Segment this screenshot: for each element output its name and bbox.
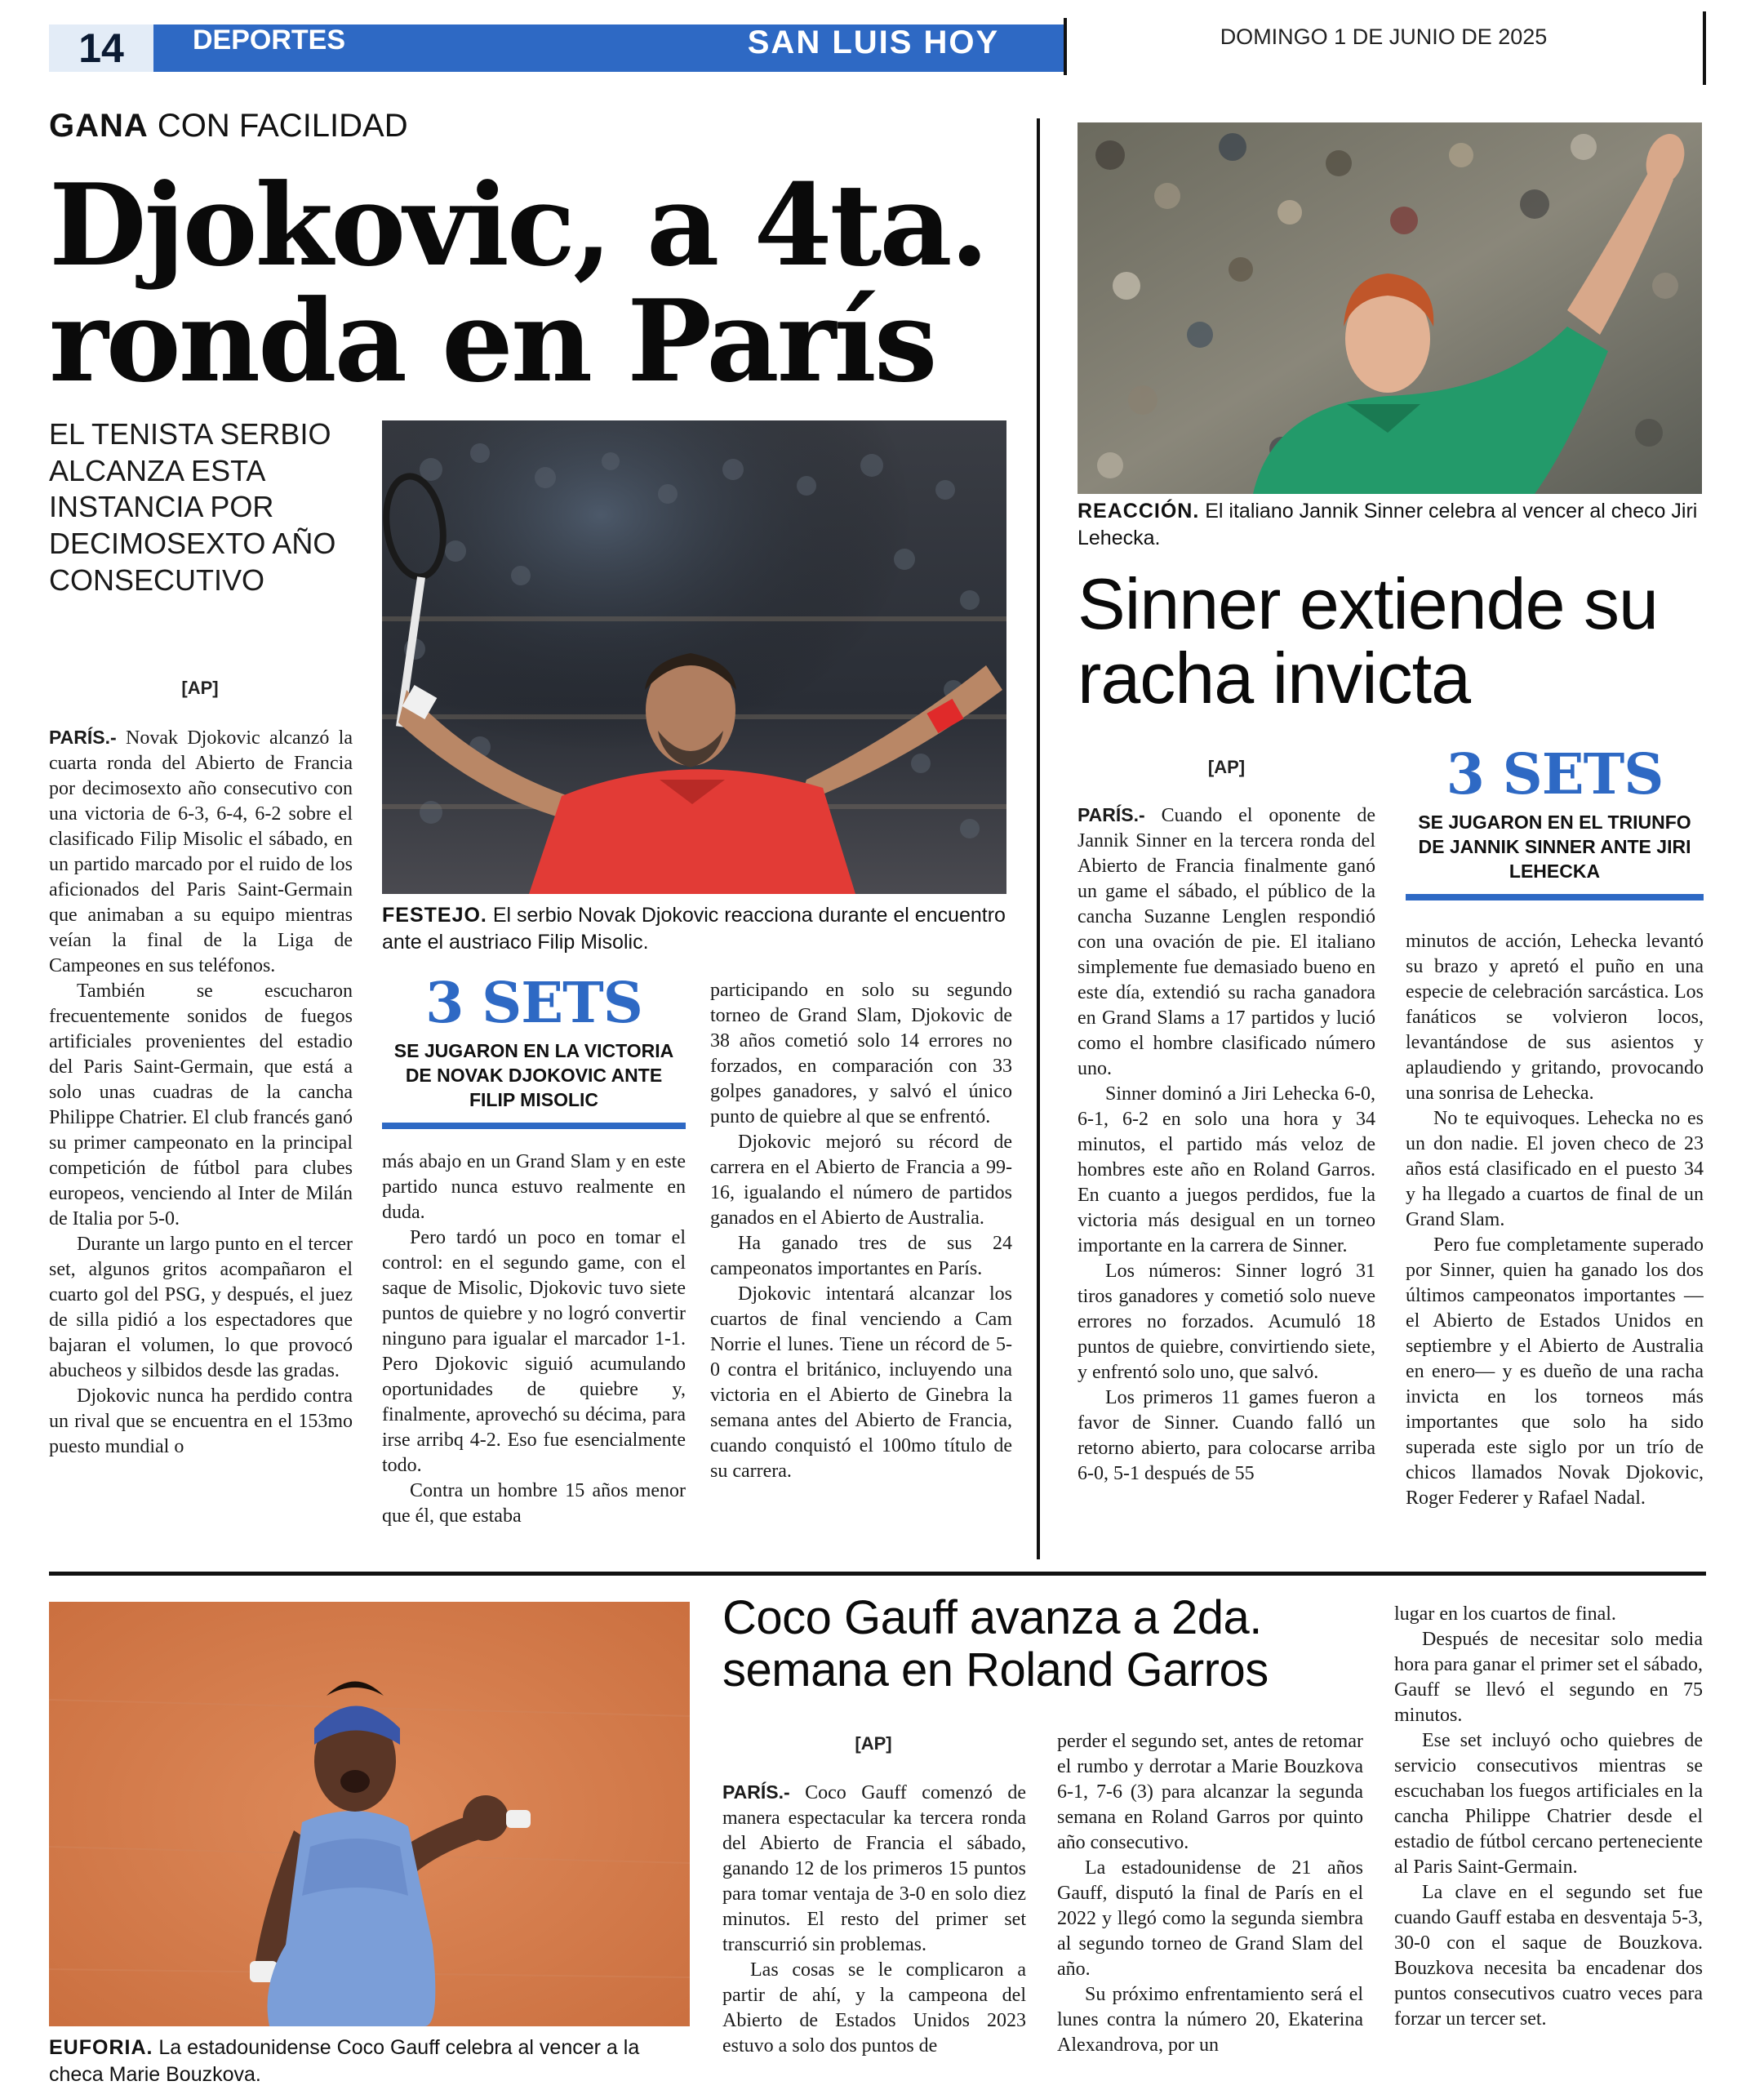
paragraph: Las cosas se le complicaron a partir de ahí, y la campeona del Abierto de Estados Unidos 2023 estuvo a solo dos puntos de xyxy=(722,1959,1026,2057)
paragraph: También se escucharon frecuentemente sonidos de fuegos artificiales provenientes del estadio del Paris Saint-Germain, que está a solo unas cuadras de la cancha Philippe Chatrier. El club francés ganó su primer campeonato en la principal competición de fútbol para clubes europeos, venciendo al Inter de Milán de Italia por 5-0. xyxy=(49,981,353,1230)
stat-number: 3 SETS xyxy=(425,971,642,1036)
sinner-stat-box xyxy=(1406,742,1704,900)
gauff-caption xyxy=(49,2034,694,2088)
kicker-bold: GANA xyxy=(49,108,149,144)
paragraph: Coco Gauff comenzó de manera espectacular ka tercera ronda del Abierto de Francia el sábado, ganando 12 de los primeros 15 puntos para tomar ventaja de 3-0 en solo diez minutos. El resto del primer set transcurrió sin problemas. xyxy=(722,1782,1026,1955)
byline-gauff: [AP] xyxy=(855,1733,892,1754)
paragraph: Ese set incluyó ocho quiebres de servicio consecutivos mientras se escuchaban los fuegos artificiales en la cancha Philippe Chatrier desde el estadio de fútbol cercano perteneciente al Paris Saint-Germain. xyxy=(1394,1730,1703,1878)
djokovic-column-3 xyxy=(710,978,1012,1562)
caption-label: REACCIÓN. xyxy=(1078,500,1200,522)
caption-label: EUFORIA. xyxy=(49,2036,153,2059)
sinner-caption xyxy=(1078,498,1706,551)
sinner-column-1 xyxy=(1078,803,1375,1562)
gauff-column-2 xyxy=(1057,1729,1363,2082)
sinner-photo xyxy=(1078,122,1702,494)
stat-bar xyxy=(382,1123,686,1129)
paragraph: lugar en los cuartos de final. xyxy=(1394,1603,1616,1625)
headline-djokovic: Djokovic, a 4ta. ronda en París xyxy=(49,158,987,408)
issue-date: DOMINGO 1 DE JUNIO DE 2025 xyxy=(1220,24,1548,49)
paragraph: Novak Djokovic alcanzó la cuarta ronda del Abierto de Francia por decimosexto año consecutivo con una victoria de 6-3, 6-4, 6-2 sobre el clasificado Filip Misolic el sábado, en un partido marcado por el ruido de los aficionados del Paris Saint-Germain que animaban a su equipo mientras veían la final de la Liga de Campeones en sus teléfonos. xyxy=(49,727,353,976)
header-divider-end xyxy=(1703,11,1706,85)
paragraph: Contra un hombre 15 años menor que él, que estaba xyxy=(382,1480,686,1527)
paragraph: Durante un largo punto en el tercer set, algunos gritos acompañaron el cuarto gol del PSG, y después, el juez de silla pidió a los espectadores que bajaran el volumen, lo que provocó abucheos y silbidos desde las gradas. xyxy=(49,1234,353,1381)
stat-bar xyxy=(1406,894,1704,900)
paragraph: Pero fue completamente superado por Sinner, quien ha ganado los dos últimos campeonatos importantes —el Abierto de Estados Unidos en septiembre y el Abierto de Australia en enero— y es dueño de una racha invicta en los torneos más importantes que solo ha sido superada este siglo por un trío de chicos llamados Novak Djokovic, Roger Federer y Rafael Nadal. xyxy=(1406,1234,1704,1509)
gauff-photo xyxy=(49,1602,690,2026)
djokovic-stat-box xyxy=(382,971,686,1129)
paragraph: La clave en el segundo set fue cuando Gauff estaba en desventaja 5-3, 30-0 con el saque de Bouzkova. Bouzkova necesita ba encadenar dos puntos consecutivos cuatro veces para forzar un tercer set. xyxy=(1394,1882,1703,2030)
sinner-column-2 xyxy=(1406,929,1704,1562)
paragraph: Djokovic intentará alcanzar los cuartos de final venciendo a Cam Norrie el lunes. Tiene un récord de 5-0 contra el británico, incluyendo una victoria en el Abierto de Ginebra la semana antes del Abierto de Francia, cuando conquistó el 100mo título de su carrera. xyxy=(710,1283,1012,1482)
headline-sinner: Sinner extiende su racha invicta xyxy=(1078,563,1658,718)
stat-text: SE JUGARON EN EL TRIUNFO DE JANNIK SINNER ANTE JIRI LEHECKA xyxy=(1418,812,1691,882)
paragraph: Djokovic nunca ha perdido contra un rival que se encuentra en el 153mo puesto mundial o xyxy=(49,1385,353,1457)
caption-text: El italiano Jannik Sinner celebra al vencer al checo Jiri Lehecka. xyxy=(1078,500,1698,549)
headline-gauff: Coco Gauff avanza a 2da. semana en Roland Garros xyxy=(722,1591,1269,1696)
paragraph: No te equivoques. Lehecka no es un don nadie. El joven checo de 23 años está clasificado en el puesto 34 y ha llegado a cuartos de final de un Grand Slam. xyxy=(1406,1108,1704,1230)
dateline: PARÍS.- xyxy=(1078,804,1145,825)
byline-djokovic: [AP] xyxy=(181,678,219,698)
section-name: DEPORTES xyxy=(193,24,346,56)
kicker-rest: CON FACILIDAD xyxy=(148,108,408,144)
stat-number: 3 SETS xyxy=(1446,742,1664,807)
dateline: PARÍS.- xyxy=(49,727,117,748)
paragraph: más abajo en un Grand Slam y en este partido nunca estuvo realmente en duda. xyxy=(382,1151,686,1223)
paragraph: Pero tardó un poco en tomar el control: en el segundo game, con el saque de Misolic, Djokovic tuvo siete puntos de quiebre y no logró convertir ninguno para igualar el marcador 1-1. Pero Djokovic siguió acumulando oportunidades de quiebre y, finalmente, aprovechó su décima, para irse arribq 4-2. Eso fue esencialmente todo. xyxy=(382,1227,686,1476)
page-header xyxy=(49,24,1706,72)
column-rule xyxy=(1037,118,1040,1559)
paragraph: perder el segundo set, antes de retomar el rumbo y derrotar a Marie Bouzkova 6-1, 7-6 (3) para alcanzar la segunda semana en Roland Garros por quinto año consecutivo. xyxy=(1057,1731,1363,1853)
page-number: 14 xyxy=(49,24,153,72)
paragraph: Cuando el oponente de Jannik Sinner en la tercera ronda del Abierto de Francia finalmente ganó un game el sábado, el público de la cancha Suzanne Lenglen respondió con una ovación de pie. El italiano simplemente fue demasiado bueno en este día, extendió su racha ganadora en Grand Slams a 17 partidos y lució como el hombre clasificado número uno. xyxy=(1078,805,1375,1079)
paragraph: Djokovic mejoró su récord de carrera en el Abierto de Francia a 99-16, igualando el número de partidos ganados en el Abierto de Australia. xyxy=(710,1132,1012,1229)
djokovic-caption xyxy=(382,902,1011,955)
stat-text: SE JUGARON EN LA VICTORIA DE NOVAK DJOKOVIC ANTE FILIP MISOLIC xyxy=(393,1040,674,1110)
deck-djokovic: EL TENISTA SERBIO ALCANZA ESTA INSTANCIA POR DECIMOSEXTO AÑO CONSECUTIVO xyxy=(49,417,336,597)
djokovic-photo xyxy=(382,420,1006,894)
dateline: PARÍS.- xyxy=(722,1781,790,1803)
paragraph: minutos de acción, Lehecka levantó su brazo y apretó el puño en una especie de celebración sarcástica. Los fanáticos se volvieron locos, levantándose de sus asientos y aplaudiendo y gritando, provocando una sonrisa de Lehecka. xyxy=(1406,931,1704,1104)
section-rule xyxy=(49,1572,1706,1576)
djokovic-column-1 xyxy=(49,725,353,1562)
newspaper-name: SAN LUIS HOY xyxy=(747,24,1000,60)
header-divider xyxy=(1064,18,1067,75)
paragraph: Los primeros 11 games fueron a favor de Sinner. Cuando falló un retorno abierto, para colocarse arriba 6-0, 5-1 después de 55 xyxy=(1078,1387,1375,1484)
caption-text: El serbio Novak Djokovic reacciona durante el encuentro ante el austriaco Filip Misolic. xyxy=(382,904,1006,954)
kicker xyxy=(49,108,408,145)
paragraph: Los números: Sinner logró 31 tiros ganadores y cometió solo nueve errores no forzados. Acumuló 18 puntos de quiebre, convirtiendo siete, y enfrentó solo uno, que salvó. xyxy=(1078,1261,1375,1383)
paragraph: Sinner dominó a Jiri Lehecka 6-0, 6-1, 6-2 en solo una hora y 34 minutos, el partido más veloz de hombres este año en Roland Garros. En cuanto a juegos perdidos, fue la victoria más desigual en un torneo importante en la carrera de Sinner. xyxy=(1078,1083,1375,1256)
byline-sinner: [AP] xyxy=(1207,757,1246,777)
paragraph: Después de necesitar solo media hora para ganar el primer set el sábado, Gauff se llevó el segundo en 75 minutos. xyxy=(1394,1629,1703,1726)
paragraph: La estadounidense de 21 años Gauff, disputó la final de París en el 2022 y llegó como la segunda siembra al segundo torneo de Grand Slam del año. xyxy=(1057,1857,1363,1980)
djokovic-column-2 xyxy=(382,1150,686,1562)
gauff-column-1 xyxy=(722,1780,1026,2082)
paragraph: participando en solo su segundo torneo de Grand Slam, Djokovic de 38 años cometió solo 14 errores no forzados, en comparación con 33 golpes ganadores, y salvó el único punto de quiebre al que se enfrentó. xyxy=(710,980,1012,1127)
caption-text: La estadounidense Coco Gauff celebra al vencer a la checa Marie Bouzkova. xyxy=(49,2036,640,2086)
caption-label: FESTEJO. xyxy=(382,904,487,927)
paragraph: Su próximo enfrentamiento será el lunes contra la número 20, Ekaterina Alexandrova, por un xyxy=(1057,1984,1363,2056)
paragraph: Ha ganado tres de sus 24 campeonatos importantes en París. xyxy=(710,1233,1012,1279)
gauff-column-3 xyxy=(1394,1602,1703,2082)
